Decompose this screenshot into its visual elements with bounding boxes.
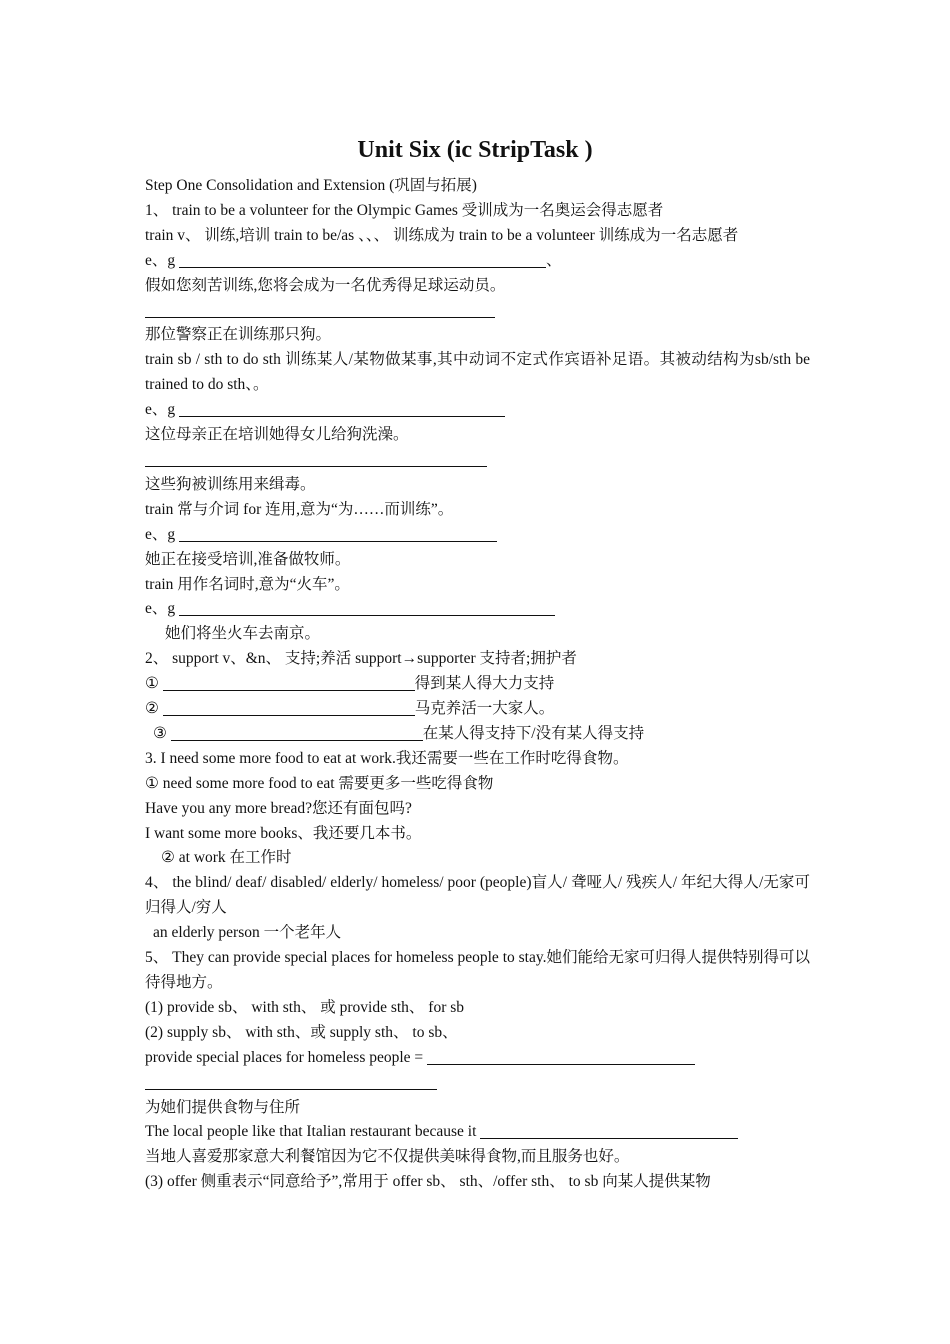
note-line: ① need some more food to eat 需要更多一些吃得食物 — [145, 774, 494, 792]
answer-line — [145, 299, 810, 324]
answer-line — [145, 448, 810, 473]
grammar-note: train 常与介词 for 连用,意为“为……而训练”。 — [145, 500, 454, 518]
example-line — [145, 523, 810, 548]
exercise-number: ③ — [153, 724, 171, 742]
exercise-prompt: 在某人得支持下/没有某人得支持 — [422, 724, 645, 742]
translation-prompt: 为她们提供食物与住所 — [145, 1098, 301, 1116]
grammar-note: train 用作名词时,意为“火车”。 — [145, 575, 350, 593]
item-2-heading: 2、 support v、&n、 支持;养活 support→supporter 支持者;拥护者 — [145, 650, 577, 668]
translation-prompt: 这位母亲正在培训她得女儿给狗洗澡。 — [145, 426, 409, 444]
exercise-line — [145, 697, 810, 722]
note-line: (3) offer 侧重表示“同意给予”,常用于 offer sb、 sth、/offer sth、 to sb 向某人提供某物 — [145, 1173, 711, 1191]
example-label: e、g — [145, 600, 180, 618]
answer-line — [145, 1071, 810, 1096]
translation-prompt: 当地人喜爱那家意大利餐馆因为它不仅提供美味得食物,而且服务也好。 — [145, 1148, 630, 1166]
fill-blank — [163, 674, 415, 691]
translation-prompt: 她正在接受培训,准备做牧师。 — [145, 550, 351, 568]
translation-prompt: 假如您刻苦训练,您将会成为一名优秀得足球运动员。 — [145, 276, 506, 294]
example-label: e、g — [145, 251, 180, 269]
section-heading: Step One Consolidation and Extension (巩固与拓展) — [145, 177, 477, 194]
fill-blank — [179, 599, 555, 616]
example-line — [145, 597, 810, 622]
example-sentence: I want some more books、我还要几本书。 — [145, 824, 422, 842]
translation-prompt: 这些狗被训练用来缉毒。 — [145, 475, 316, 493]
exercise-line — [145, 722, 810, 747]
note-line: (1) provide sb、 with sth、 或 provide sth、 for sb — [145, 998, 465, 1016]
item-1-heading: 1、 train to be a volunteer for the Olympic Games 受训成为一名奥运会得志愿者 — [145, 201, 664, 219]
fill-blank — [163, 699, 415, 716]
example-suffix: 、 — [546, 251, 562, 269]
item-4-heading: 4、 the blind/ deaf/ disabled/ elderly/ homeless/ poor (people)盲人/ 聋哑人/ 残疾人/ 年纪大得人/无家可归得人/穷人 — [145, 874, 810, 917]
fill-blank — [179, 400, 505, 417]
fill-blank — [480, 1122, 738, 1139]
page-title: Unit Six (ic StripTask ) — [357, 137, 593, 163]
exercise-number: ② — [145, 700, 163, 718]
exercise-prompt: 得到某人得大力支持 — [414, 675, 555, 693]
translation-prompt: 她们将坐火车去南京。 — [165, 625, 321, 643]
example-label: e、g — [145, 401, 180, 419]
grammar-note: train sb / sth to do sth 训练某人/某物做某事,其中动词不定式作宾语补足语。其被动结构为sb/sth be trained to do sth、。 — [145, 351, 810, 394]
example-label: e、g — [145, 525, 180, 543]
fill-blank — [145, 450, 487, 467]
exercise-line — [145, 1046, 810, 1071]
item-1-definition: train v、 训练,培训 train to be/as 、、、 训练成为 train to be a volunteer 训练成为一名志愿者 — [145, 226, 739, 244]
exercise-line — [145, 672, 810, 697]
document-body — [145, 174, 810, 1195]
note-line: ② at work 在工作时 — [161, 849, 292, 867]
exercise-prompt: The local people like that Italian restaurant because it — [145, 1123, 481, 1141]
exercise-number: ① — [145, 675, 163, 693]
exercise-prompt: 马克养活一大家人。 — [414, 700, 555, 718]
fill-blank — [145, 301, 495, 318]
example-line — [145, 398, 810, 423]
fill-blank — [179, 251, 546, 268]
fill-blank — [179, 525, 497, 542]
item-3-heading: 3. I need some more food to eat at work.我还需要一些在工作时吃得食物。 — [145, 749, 629, 767]
fill-blank — [427, 1048, 695, 1065]
example-line — [145, 249, 810, 274]
item-5-heading: 5、 They can provide special places for homeless people to stay.她们能给无家可归得人提供特别得可以待得地方。 — [145, 949, 810, 991]
exercise-prompt: provide special places for homeless people = — [145, 1048, 428, 1066]
example-sentence: an elderly person 一个老年人 — [153, 924, 342, 942]
exercise-line — [145, 1120, 810, 1145]
translation-prompt: 那位警察正在训练那只狗。 — [145, 326, 332, 344]
fill-blank — [145, 1073, 437, 1090]
note-line: (2) supply sb、 with sth、或 supply sth、 to sb、 — [145, 1023, 458, 1041]
fill-blank — [171, 724, 423, 741]
example-sentence: Have you any more bread?您还有面包吗? — [145, 799, 412, 817]
